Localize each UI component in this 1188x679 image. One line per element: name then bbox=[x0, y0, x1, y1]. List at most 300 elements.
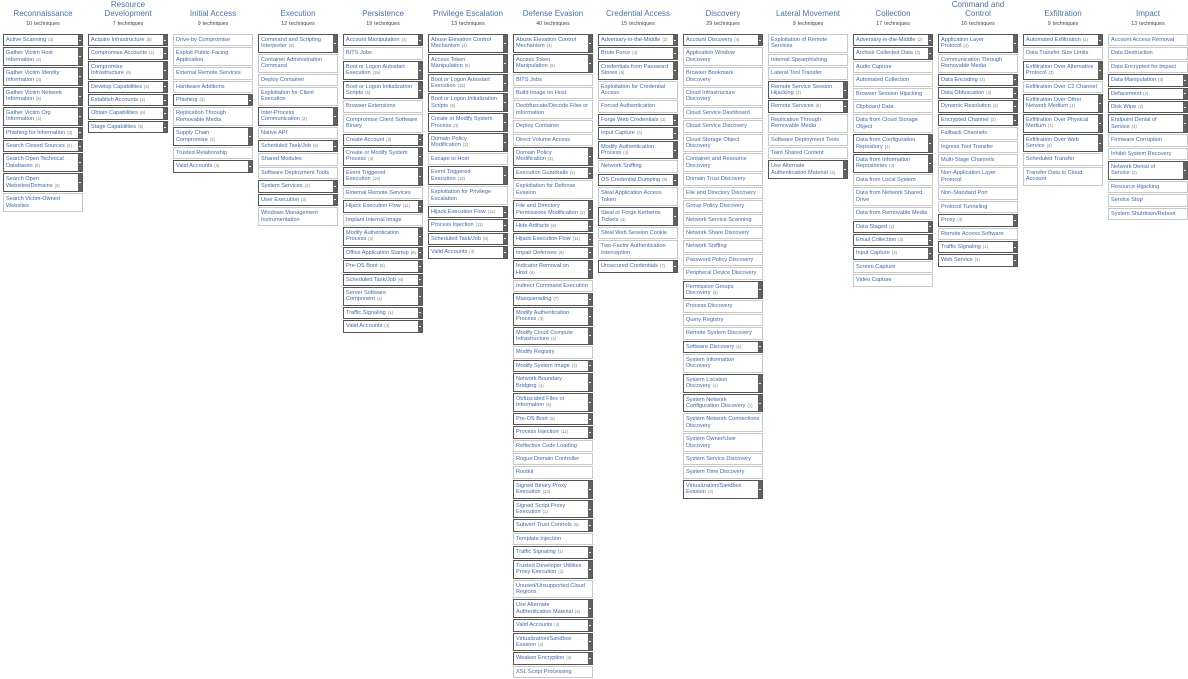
expand-subtechniques-handle[interactable] bbox=[418, 35, 422, 45]
expand-subtechniques-handle[interactable] bbox=[333, 108, 337, 125]
technique-name[interactable]: Modify Authentication Process bbox=[601, 143, 655, 157]
expand-subtechniques-handle[interactable] bbox=[418, 261, 422, 271]
technique-cell[interactable] bbox=[683, 281, 763, 300]
technique-cell[interactable] bbox=[853, 187, 933, 206]
technique-cell[interactable] bbox=[768, 67, 848, 79]
expand-subtechniques-handle[interactable] bbox=[163, 62, 167, 79]
technique-cell[interactable] bbox=[683, 374, 763, 393]
technique-name[interactable]: Disk Wipe bbox=[1111, 104, 1137, 111]
expand-subtechniques-handle[interactable] bbox=[588, 634, 592, 651]
technique-name[interactable]: Adversary-in-the-Middle bbox=[856, 37, 916, 43]
technique-cell[interactable] bbox=[768, 54, 848, 66]
technique-cell[interactable] bbox=[938, 141, 1018, 153]
expand-subtechniques-handle[interactable] bbox=[503, 207, 507, 217]
technique-cell[interactable] bbox=[343, 214, 423, 226]
technique-name[interactable]: Exploitation for Defense Evasion bbox=[516, 183, 576, 196]
technique-name[interactable]: Hide Artifacts bbox=[516, 222, 549, 229]
technique-name[interactable]: Valid Accounts bbox=[431, 249, 468, 256]
technique-cell[interactable] bbox=[938, 154, 1018, 166]
technique-name[interactable]: Acquire Infrastructure bbox=[91, 37, 145, 43]
technique-name[interactable]: Network Share Discovery bbox=[686, 229, 750, 236]
technique-cell[interactable] bbox=[598, 100, 678, 112]
expand-subtechniques-handle[interactable] bbox=[588, 201, 592, 218]
technique-cell[interactable] bbox=[258, 87, 338, 106]
technique-cell[interactable] bbox=[853, 154, 933, 173]
expand-subtechniques-handle[interactable] bbox=[503, 247, 507, 257]
technique-name[interactable]: Compromise Client Software Binary bbox=[346, 116, 418, 130]
expand-subtechniques-handle[interactable] bbox=[333, 141, 337, 151]
technique-name[interactable]: Cloud Service Dashboard bbox=[686, 109, 750, 116]
technique-name[interactable]: Data Manipulation bbox=[1111, 77, 1157, 84]
technique-cell[interactable] bbox=[853, 74, 933, 86]
expand-subtechniques-handle[interactable] bbox=[673, 62, 677, 79]
technique-cell[interactable] bbox=[513, 500, 593, 519]
technique-name[interactable]: BITS Jobs bbox=[346, 50, 372, 57]
expand-subtechniques-handle[interactable] bbox=[78, 108, 82, 125]
expand-subtechniques-handle[interactable] bbox=[588, 547, 592, 557]
technique-name[interactable]: Clipboard Data bbox=[856, 104, 894, 111]
expand-subtechniques-handle[interactable] bbox=[588, 261, 592, 278]
technique-name[interactable]: Unused/Unsupported Cloud Regions bbox=[516, 582, 586, 595]
technique-name[interactable]: Steal Web Session Cookie bbox=[601, 229, 668, 236]
technique-cell[interactable] bbox=[683, 480, 763, 499]
expand-subtechniques-handle[interactable] bbox=[418, 248, 422, 258]
expand-subtechniques-handle[interactable] bbox=[333, 195, 337, 205]
expand-subtechniques-handle[interactable] bbox=[1013, 88, 1017, 98]
expand-subtechniques-handle[interactable] bbox=[163, 35, 167, 45]
technique-name[interactable]: Direct Volume Access bbox=[516, 136, 571, 143]
tactic-name[interactable]: Persistence bbox=[362, 8, 404, 18]
technique-name[interactable]: Data Destruction bbox=[1111, 50, 1153, 57]
technique-name[interactable]: Compromise Infrastructure bbox=[91, 63, 124, 77]
technique-cell[interactable] bbox=[598, 34, 678, 46]
technique-cell[interactable] bbox=[598, 127, 678, 139]
technique-name[interactable]: Phishing for Information bbox=[6, 129, 66, 136]
technique-cell[interactable] bbox=[343, 34, 423, 46]
expand-subtechniques-handle[interactable] bbox=[78, 174, 82, 191]
technique-cell[interactable] bbox=[258, 167, 338, 179]
technique-name[interactable]: Archive Collected Data bbox=[856, 50, 913, 57]
expand-subtechniques-handle[interactable] bbox=[758, 375, 762, 392]
technique-name[interactable]: Gather Victim Host Information bbox=[6, 50, 53, 63]
technique-name[interactable]: Taint Shared Content bbox=[771, 150, 824, 157]
technique-cell[interactable] bbox=[173, 94, 253, 106]
technique-name[interactable]: Encrypted Channel bbox=[941, 116, 989, 123]
technique-cell[interactable] bbox=[683, 87, 763, 106]
technique-name[interactable]: Exploitation for Credential Access bbox=[601, 83, 666, 97]
tactic-name[interactable]: Collection bbox=[875, 8, 911, 18]
technique-name[interactable]: Data from Configuration Repository bbox=[856, 137, 916, 150]
tactic-name[interactable]: Credential Access bbox=[605, 8, 671, 18]
expand-subtechniques-handle[interactable] bbox=[163, 122, 167, 132]
expand-subtechniques-handle[interactable] bbox=[1183, 162, 1187, 179]
technique-cell[interactable] bbox=[513, 233, 593, 245]
expand-subtechniques-handle[interactable] bbox=[1013, 215, 1017, 225]
technique-cell[interactable] bbox=[513, 480, 593, 499]
technique-name[interactable]: Rogue Domain Controller bbox=[516, 456, 580, 463]
technique-cell[interactable] bbox=[173, 67, 253, 79]
tactic-name[interactable]: Defense Evasion bbox=[522, 8, 584, 18]
technique-cell[interactable] bbox=[683, 453, 763, 465]
technique-cell[interactable] bbox=[343, 114, 423, 133]
technique-cell[interactable] bbox=[173, 127, 253, 146]
technique-name[interactable]: Service Stop bbox=[1111, 197, 1143, 204]
technique-name[interactable]: Dynamic Resolution bbox=[941, 103, 991, 110]
technique-cell[interactable] bbox=[683, 200, 763, 212]
expand-subtechniques-handle[interactable] bbox=[588, 394, 592, 411]
technique-cell[interactable] bbox=[1023, 134, 1103, 153]
technique-cell[interactable] bbox=[598, 47, 678, 59]
technique-name[interactable]: Modify Authentication Process bbox=[516, 309, 570, 323]
expand-subtechniques-handle[interactable] bbox=[418, 275, 422, 285]
technique-name[interactable]: Non-Standard Port bbox=[941, 190, 988, 197]
technique-name[interactable]: Automated Exfiltration bbox=[1026, 37, 1081, 43]
technique-cell[interactable] bbox=[513, 346, 593, 358]
technique-cell[interactable] bbox=[1108, 208, 1188, 220]
technique-name[interactable]: File and Directory Discovery bbox=[686, 189, 756, 196]
expand-subtechniques-handle[interactable] bbox=[503, 234, 507, 244]
technique-cell[interactable] bbox=[683, 240, 763, 252]
technique-name[interactable]: Group Policy Discovery bbox=[686, 203, 745, 210]
expand-subtechniques-handle[interactable] bbox=[928, 135, 932, 152]
technique-cell[interactable] bbox=[1023, 153, 1103, 165]
expand-subtechniques-handle[interactable] bbox=[673, 261, 677, 271]
expand-subtechniques-handle[interactable] bbox=[1098, 135, 1102, 152]
technique-name[interactable]: Impair Defenses bbox=[516, 249, 557, 256]
technique-cell[interactable] bbox=[1023, 34, 1103, 46]
technique-name[interactable]: Application Window Discovery bbox=[686, 50, 735, 63]
technique-name[interactable]: System Location Discovery bbox=[686, 376, 728, 390]
technique-name[interactable]: XSL Script Processing bbox=[516, 668, 572, 675]
technique-cell[interactable] bbox=[3, 127, 83, 139]
technique-name[interactable]: Exploitation for Privilege Escalation bbox=[431, 189, 492, 202]
technique-name[interactable]: Scheduled Transfer bbox=[1026, 156, 1075, 163]
technique-name[interactable]: Video Capture bbox=[856, 277, 892, 284]
expand-subtechniques-handle[interactable] bbox=[503, 94, 507, 111]
technique-name[interactable]: Subvert Trust Controls bbox=[516, 522, 572, 529]
technique-name[interactable]: Deploy Container bbox=[516, 123, 560, 130]
expand-subtechniques-handle[interactable] bbox=[673, 128, 677, 138]
technique-cell[interactable] bbox=[343, 147, 423, 166]
expand-subtechniques-handle[interactable] bbox=[1183, 89, 1187, 99]
technique-cell[interactable] bbox=[513, 74, 593, 86]
technique-cell[interactable] bbox=[683, 254, 763, 266]
technique-cell[interactable] bbox=[938, 87, 1018, 99]
expand-subtechniques-handle[interactable] bbox=[588, 374, 592, 391]
expand-subtechniques-handle[interactable] bbox=[673, 115, 677, 125]
technique-name[interactable]: Resource Hijacking bbox=[1111, 183, 1160, 190]
technique-name[interactable]: Access Token Manipulation bbox=[431, 56, 466, 70]
expand-subtechniques-handle[interactable] bbox=[333, 181, 337, 191]
tactic-name[interactable]: Exfiltration bbox=[1044, 8, 1082, 18]
technique-name[interactable]: Data from Cloud Storage Object bbox=[856, 117, 918, 130]
technique-name[interactable]: Internal Spearphishing bbox=[771, 56, 827, 63]
technique-name[interactable]: Process Injection bbox=[431, 222, 474, 229]
technique-name[interactable]: Cloud Infrastructure Discovery bbox=[686, 90, 736, 103]
technique-cell[interactable] bbox=[598, 61, 678, 80]
technique-name[interactable]: Process Discovery bbox=[686, 303, 733, 310]
technique-name[interactable]: Inter-Process Communication bbox=[261, 109, 300, 123]
technique-name[interactable]: Two-Factor Authentication Interception bbox=[601, 243, 666, 256]
technique-name[interactable]: Data Encoding bbox=[941, 76, 978, 83]
technique-name[interactable]: Remote Services bbox=[771, 103, 814, 110]
technique-name[interactable]: Browser Extensions bbox=[346, 103, 396, 110]
technique-cell[interactable] bbox=[683, 413, 763, 432]
technique-cell[interactable] bbox=[513, 580, 593, 599]
technique-name[interactable]: Data Obfuscation bbox=[941, 90, 985, 97]
expand-subtechniques-handle[interactable] bbox=[588, 520, 592, 530]
technique-name[interactable]: Software Deployment Tools bbox=[771, 136, 839, 143]
technique-name[interactable]: Cloud Service Discovery bbox=[686, 123, 747, 130]
technique-cell[interactable] bbox=[513, 120, 593, 132]
expand-subtechniques-handle[interactable] bbox=[503, 220, 507, 230]
technique-name[interactable]: External Remote Services bbox=[176, 70, 241, 77]
technique-cell[interactable] bbox=[258, 140, 338, 152]
technique-name[interactable]: Drive-by Compromise bbox=[176, 37, 231, 43]
technique-cell[interactable] bbox=[428, 113, 508, 132]
technique-cell[interactable] bbox=[343, 200, 423, 212]
tactic-name[interactable]: Discovery bbox=[705, 8, 741, 18]
technique-name[interactable]: Create or Modify System Process bbox=[346, 150, 408, 163]
technique-cell[interactable] bbox=[938, 34, 1018, 53]
technique-name[interactable]: Pre-OS Boot bbox=[346, 263, 378, 270]
technique-name[interactable]: Exploitation for Client Execution bbox=[261, 90, 314, 103]
expand-subtechniques-handle[interactable] bbox=[1098, 115, 1102, 132]
technique-name[interactable]: Create or Modify System Process bbox=[431, 116, 493, 129]
technique-name[interactable]: Browser Bookmark Discovery bbox=[686, 70, 734, 83]
technique-name[interactable]: System Owner/User Discovery bbox=[686, 436, 737, 449]
technique-name[interactable]: Exfiltration Over C2 Channel bbox=[1026, 83, 1097, 90]
technique-name[interactable]: Server Software Component bbox=[346, 289, 387, 303]
technique-cell[interactable] bbox=[683, 300, 763, 312]
technique-name[interactable]: Data from Removable Media bbox=[856, 210, 928, 217]
technique-name[interactable]: Implant Internal Image bbox=[346, 216, 402, 223]
expand-subtechniques-handle[interactable] bbox=[163, 95, 167, 105]
technique-cell[interactable] bbox=[88, 121, 168, 133]
expand-subtechniques-handle[interactable] bbox=[248, 128, 252, 145]
technique-name[interactable]: Native API bbox=[261, 129, 288, 136]
expand-subtechniques-handle[interactable] bbox=[1183, 102, 1187, 112]
technique-cell[interactable] bbox=[258, 153, 338, 165]
technique-name[interactable]: Phishing bbox=[176, 97, 198, 104]
expand-subtechniques-handle[interactable] bbox=[588, 148, 592, 165]
expand-subtechniques-handle[interactable] bbox=[758, 282, 762, 299]
technique-name[interactable]: Modify Cloud Compute Infrastructure bbox=[516, 329, 573, 342]
technique-cell[interactable] bbox=[343, 61, 423, 80]
technique-cell[interactable] bbox=[258, 34, 338, 53]
technique-name[interactable]: Gather Victim Network Information bbox=[6, 90, 62, 103]
technique-cell[interactable] bbox=[428, 166, 508, 185]
technique-cell[interactable] bbox=[853, 207, 933, 219]
technique-cell[interactable] bbox=[1108, 47, 1188, 59]
expand-subtechniques-handle[interactable] bbox=[503, 114, 507, 131]
technique-cell[interactable] bbox=[173, 160, 253, 172]
technique-cell[interactable] bbox=[258, 127, 338, 139]
technique-name[interactable]: Gather Victim Org Information bbox=[6, 109, 51, 123]
technique-name[interactable]: Container and Resource Discovery bbox=[686, 156, 747, 169]
expand-subtechniques-handle[interactable] bbox=[843, 161, 847, 178]
technique-cell[interactable] bbox=[3, 107, 83, 126]
technique-name[interactable]: External Remote Services bbox=[346, 189, 411, 196]
technique-cell[interactable] bbox=[1108, 101, 1188, 113]
technique-cell[interactable] bbox=[513, 666, 593, 678]
technique-name[interactable]: Command and Scripting Interpreter bbox=[261, 37, 322, 50]
technique-name[interactable]: Firmware Corruption bbox=[1111, 137, 1162, 144]
expand-subtechniques-handle[interactable] bbox=[1013, 75, 1017, 85]
technique-cell[interactable] bbox=[683, 314, 763, 326]
expand-subtechniques-handle[interactable] bbox=[418, 288, 422, 305]
technique-name[interactable]: Pre-OS Boot bbox=[516, 415, 548, 422]
technique-name[interactable]: Replication Through Removable Media bbox=[771, 116, 821, 130]
technique-name[interactable]: Network Sniffing bbox=[601, 163, 642, 170]
technique-name[interactable]: Screen Capture bbox=[856, 263, 896, 270]
technique-cell[interactable] bbox=[513, 134, 593, 146]
technique-cell[interactable] bbox=[938, 54, 1018, 73]
technique-cell[interactable] bbox=[683, 153, 763, 172]
expand-subtechniques-handle[interactable] bbox=[588, 427, 592, 437]
technique-cell[interactable] bbox=[343, 287, 423, 306]
technique-cell[interactable] bbox=[853, 247, 933, 259]
expand-subtechniques-handle[interactable] bbox=[758, 481, 762, 498]
technique-name[interactable]: Office Application Startup bbox=[346, 249, 409, 256]
expand-subtechniques-handle[interactable] bbox=[418, 308, 422, 318]
expand-subtechniques-handle[interactable] bbox=[1098, 62, 1102, 79]
technique-name[interactable]: Indirect Command Execution bbox=[516, 282, 588, 289]
technique-cell[interactable] bbox=[1108, 161, 1188, 180]
expand-subtechniques-handle[interactable] bbox=[588, 168, 592, 178]
technique-name[interactable]: Search Open Websites/Domains bbox=[6, 176, 53, 189]
technique-name[interactable]: Permission Groups Discovery bbox=[686, 283, 734, 296]
technique-cell[interactable] bbox=[683, 107, 763, 119]
technique-cell[interactable] bbox=[1108, 181, 1188, 193]
technique-cell[interactable] bbox=[513, 453, 593, 465]
technique-cell[interactable] bbox=[343, 81, 423, 100]
technique-cell[interactable] bbox=[683, 354, 763, 373]
technique-name[interactable]: Trusted Relationship bbox=[176, 150, 228, 157]
technique-cell[interactable] bbox=[683, 341, 763, 353]
technique-cell[interactable] bbox=[598, 207, 678, 226]
technique-name[interactable]: Fallback Channels bbox=[941, 130, 988, 137]
technique-cell[interactable] bbox=[343, 260, 423, 272]
expand-subtechniques-handle[interactable] bbox=[928, 235, 932, 245]
expand-subtechniques-handle[interactable] bbox=[1013, 101, 1017, 111]
technique-name[interactable]: Account Manipulation bbox=[346, 37, 400, 43]
expand-subtechniques-handle[interactable] bbox=[588, 234, 592, 244]
technique-name[interactable]: Proxy bbox=[941, 217, 956, 224]
technique-cell[interactable] bbox=[598, 160, 678, 172]
technique-cell[interactable] bbox=[513, 533, 593, 545]
technique-cell[interactable] bbox=[938, 100, 1018, 112]
technique-name[interactable]: Search Closed Sources bbox=[6, 143, 65, 150]
technique-name[interactable]: Lateral Tool Transfer bbox=[771, 70, 822, 77]
technique-cell[interactable] bbox=[683, 173, 763, 185]
technique-cell[interactable] bbox=[513, 519, 593, 531]
technique-cell[interactable] bbox=[343, 47, 423, 59]
technique-cell[interactable] bbox=[938, 74, 1018, 86]
technique-name[interactable]: Automated Collection bbox=[856, 77, 910, 84]
technique-cell[interactable] bbox=[598, 141, 678, 160]
tactic-name[interactable]: Privilege Escalation bbox=[433, 8, 503, 18]
technique-cell[interactable] bbox=[768, 34, 848, 53]
technique-cell[interactable] bbox=[513, 440, 593, 452]
expand-subtechniques-handle[interactable] bbox=[588, 600, 592, 617]
technique-name[interactable]: Steal Application Access Token bbox=[601, 190, 662, 203]
technique-cell[interactable] bbox=[1108, 88, 1188, 100]
expand-subtechniques-handle[interactable] bbox=[673, 35, 677, 45]
technique-cell[interactable] bbox=[1023, 94, 1103, 113]
expand-subtechniques-handle[interactable] bbox=[503, 75, 507, 92]
technique-cell[interactable] bbox=[513, 426, 593, 438]
technique-cell[interactable] bbox=[1108, 61, 1188, 73]
technique-cell[interactable] bbox=[683, 466, 763, 478]
expand-subtechniques-handle[interactable] bbox=[1013, 35, 1017, 52]
technique-cell[interactable] bbox=[513, 599, 593, 618]
technique-cell[interactable] bbox=[3, 87, 83, 106]
technique-cell[interactable] bbox=[88, 107, 168, 119]
technique-name[interactable]: Obtain Capabilities bbox=[91, 110, 138, 117]
technique-cell[interactable] bbox=[853, 114, 933, 133]
expand-subtechniques-handle[interactable] bbox=[588, 55, 592, 72]
technique-name[interactable]: Data Transfer Size Limits bbox=[1026, 50, 1089, 57]
technique-cell[interactable] bbox=[513, 546, 593, 558]
technique-name[interactable]: Network Boundary Bridging bbox=[516, 376, 563, 389]
expand-subtechniques-handle[interactable] bbox=[588, 361, 592, 371]
technique-cell[interactable] bbox=[428, 153, 508, 165]
technique-name[interactable]: Boot or Logon Initialization Scripts bbox=[346, 83, 412, 97]
technique-name[interactable]: User Execution bbox=[261, 196, 299, 203]
technique-name[interactable]: BITS Jobs bbox=[516, 76, 542, 83]
expand-subtechniques-handle[interactable] bbox=[418, 168, 422, 185]
expand-subtechniques-handle[interactable] bbox=[78, 128, 82, 138]
technique-cell[interactable] bbox=[853, 261, 933, 273]
expand-subtechniques-handle[interactable] bbox=[1013, 242, 1017, 252]
technique-name[interactable]: Abuse Elevation Control Mechanism bbox=[516, 37, 577, 50]
technique-cell[interactable] bbox=[683, 120, 763, 132]
expand-subtechniques-handle[interactable] bbox=[758, 35, 762, 45]
technique-name[interactable]: Boot or Logon Initialization Scripts bbox=[431, 96, 497, 109]
technique-cell[interactable] bbox=[513, 633, 593, 652]
technique-cell[interactable] bbox=[343, 274, 423, 286]
technique-cell[interactable] bbox=[938, 228, 1018, 240]
technique-cell[interactable] bbox=[683, 34, 763, 46]
expand-subtechniques-handle[interactable] bbox=[418, 201, 422, 211]
technique-name[interactable]: Stage Capabilities bbox=[91, 123, 137, 130]
technique-cell[interactable] bbox=[513, 327, 593, 346]
technique-cell[interactable] bbox=[1108, 34, 1188, 46]
technique-name[interactable]: Application Layer Protocol bbox=[941, 37, 984, 50]
technique-cell[interactable] bbox=[683, 267, 763, 279]
technique-name[interactable]: Compromise Accounts bbox=[91, 50, 147, 57]
technique-cell[interactable] bbox=[683, 327, 763, 339]
technique-cell[interactable] bbox=[1108, 134, 1188, 146]
tactic-name[interactable]: Lateral Movement bbox=[775, 8, 841, 18]
technique-name[interactable]: Multi-Stage Channels bbox=[941, 157, 995, 164]
technique-cell[interactable] bbox=[428, 219, 508, 231]
expand-subtechniques-handle[interactable] bbox=[418, 62, 422, 79]
technique-name[interactable]: Obfuscated Files or Information bbox=[516, 396, 565, 409]
technique-name[interactable]: Modify Authentication Process bbox=[346, 229, 400, 243]
technique-cell[interactable] bbox=[343, 247, 423, 259]
technique-cell[interactable] bbox=[513, 393, 593, 412]
expand-subtechniques-handle[interactable] bbox=[503, 55, 507, 72]
technique-cell[interactable] bbox=[513, 360, 593, 372]
technique-cell[interactable] bbox=[513, 373, 593, 392]
expand-subtechniques-handle[interactable] bbox=[758, 395, 762, 412]
technique-cell[interactable] bbox=[1023, 167, 1103, 186]
technique-cell[interactable] bbox=[173, 107, 253, 126]
expand-subtechniques-handle[interactable] bbox=[78, 154, 82, 171]
technique-cell[interactable] bbox=[853, 34, 933, 46]
